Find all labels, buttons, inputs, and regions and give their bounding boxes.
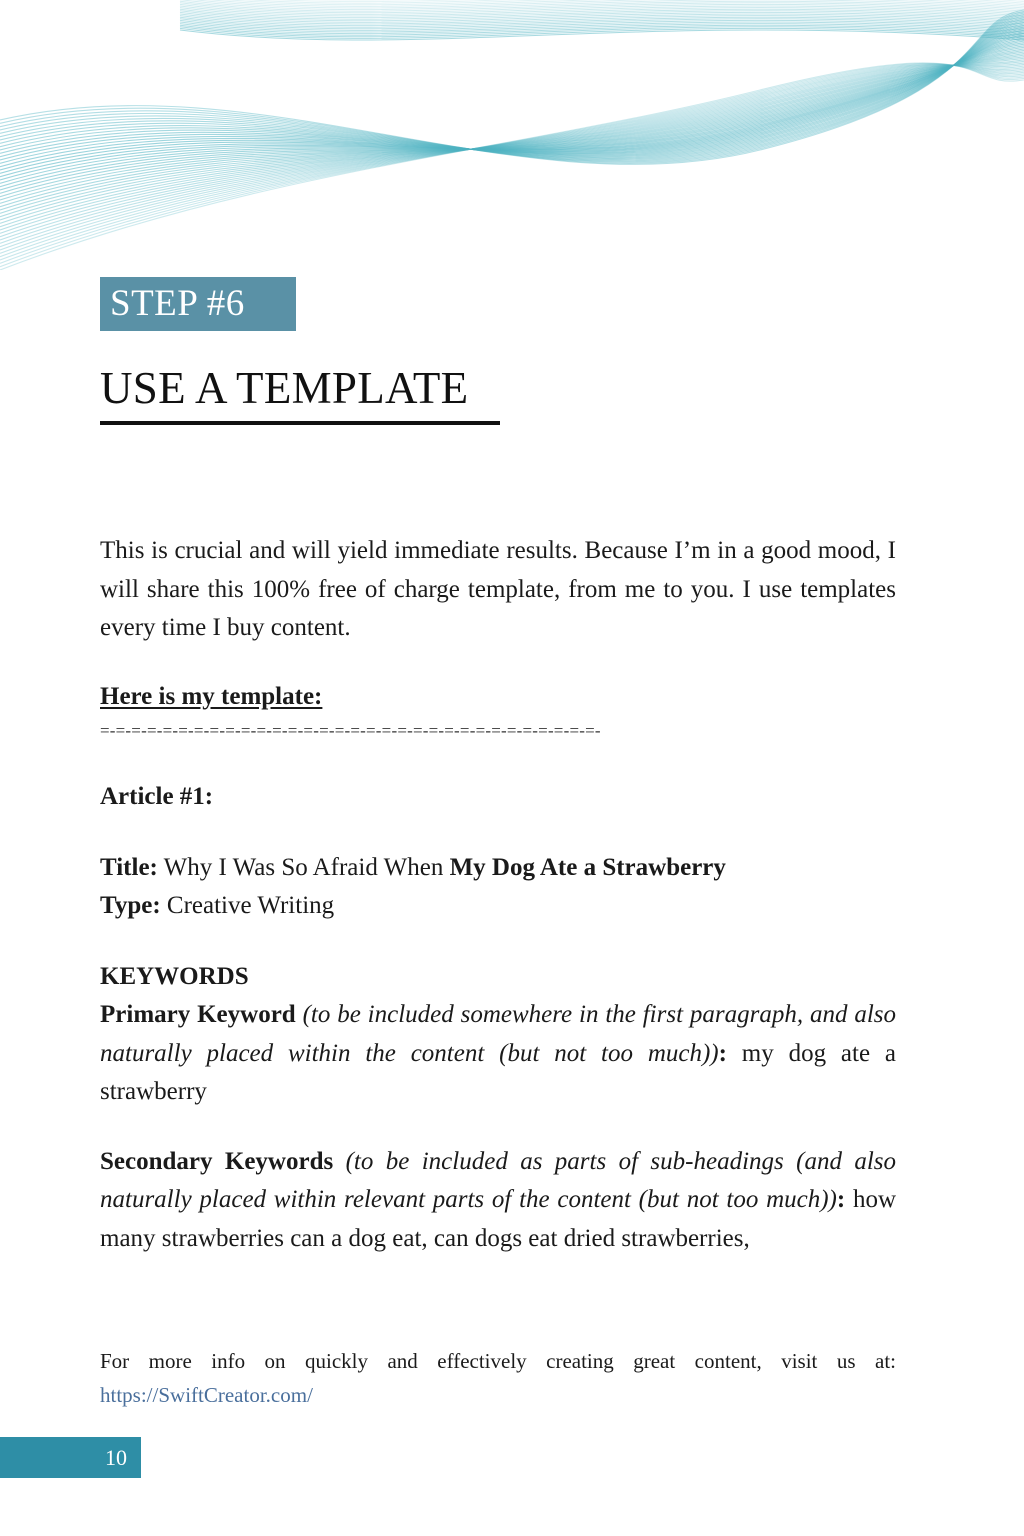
footer bbox=[100, 1344, 896, 1412]
secondary-keywords-label: Secondary Keywords bbox=[100, 1147, 334, 1175]
type-text: Creative Writing bbox=[160, 892, 335, 919]
title-text: Why I Was So Afraid When bbox=[157, 853, 450, 881]
divider-line: =-=-=-=-=-=-=-=-=-=-=-=-=-=-=-=-=-=-=-=-=-=-=-=-=-=-=-=-=-=-=-=- bbox=[100, 721, 601, 740]
title-label: Title: bbox=[100, 853, 158, 881]
title-line bbox=[100, 849, 896, 888]
footer-text: For more info on quickly and effectively creating great content, visit us at: bbox=[100, 1349, 896, 1373]
main-content bbox=[100, 532, 896, 1258]
secondary-keywords-note: (to be included as parts of sub-headings (and also naturally placed within relevant parts of the content (but not too much)) bbox=[100, 1147, 897, 1213]
step-badge: STEP #6 bbox=[100, 277, 296, 331]
page-title: USE A TEMPLATE bbox=[100, 363, 469, 413]
template-heading: Here is my template: bbox=[100, 682, 323, 710]
secondary-keywords-paragraph: Secondary Keywords (to be included as parts of sub-headings (and also naturally placed within relevant parts of the content (but not too much)): how many strawberries can a dog eat, can dogs eat dried strawberries, bbox=[100, 1147, 897, 1252]
primary-keyword-label: Primary Keyword bbox=[100, 1001, 296, 1028]
primary-keyword-paragraph: Primary Keyword (to be included somewhere in the first paragraph, and also naturally placed within the content (but not too much)): my dog ate a strawberry bbox=[100, 1001, 896, 1105]
intro-paragraph: This is crucial and will yield immediate results. Because I’m in a good mood, I will share this 100% free of charge template, from me to you. I use templates every time I buy content. bbox=[100, 537, 896, 641]
article-label: Article #1: bbox=[100, 783, 214, 810]
type-label: Type: bbox=[100, 892, 161, 919]
primary-keyword-note: (to be included somewhere in the first paragraph, and also naturally placed within the content (but not too much)) bbox=[100, 1001, 896, 1067]
decorative-wave-header bbox=[0, 0, 1024, 270]
primary-keyword-value: my dog ate a strawberry bbox=[100, 1039, 896, 1105]
type-line bbox=[100, 887, 896, 926]
title-bold-text: My Dog Ate a Strawberry bbox=[449, 853, 726, 881]
keywords-heading: KEYWORDS bbox=[100, 962, 249, 990]
page-number: 10 bbox=[0, 1437, 141, 1478]
title-underline bbox=[100, 421, 500, 425]
footer-link[interactable]: https://SwiftCreator.com/ bbox=[100, 1383, 313, 1407]
secondary-keywords-value: how many strawberries can a dog eat, can dogs eat dried strawberries, bbox=[100, 1186, 896, 1252]
